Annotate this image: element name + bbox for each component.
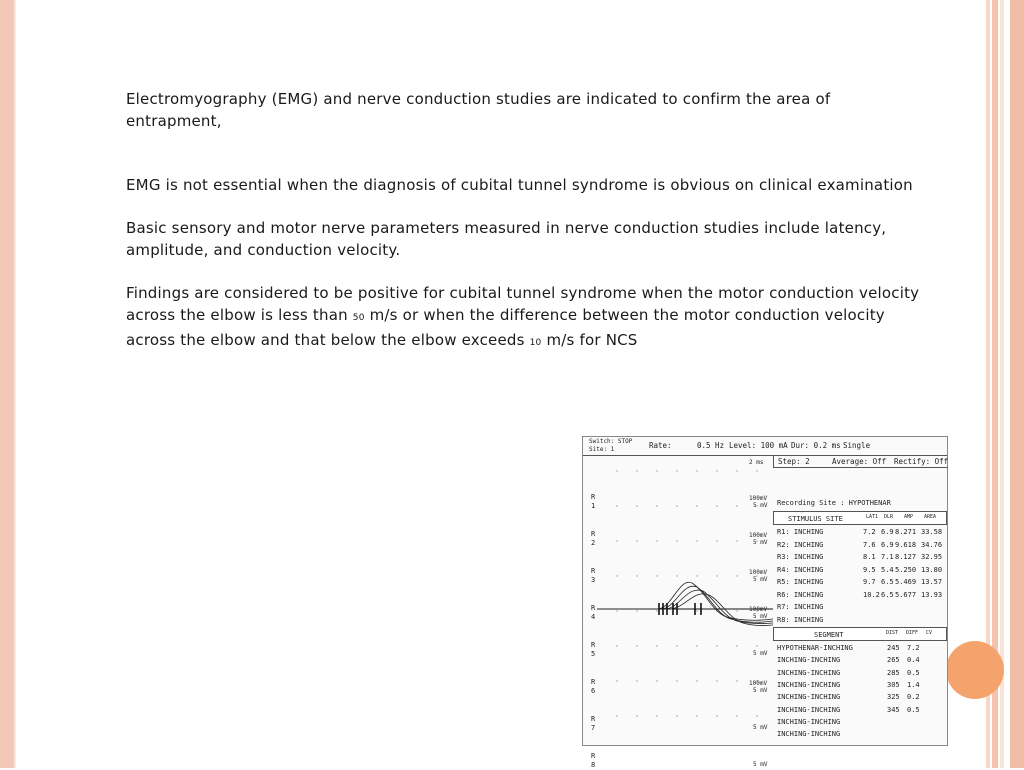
stim-site: R4: INCHING	[777, 565, 824, 574]
seg-difference: 0.5	[907, 705, 920, 714]
findings-text-a: Findings are considered to be positive for cubital tunnel syndrome when the motor conduction velocity across the elbow is less than	[126, 284, 920, 324]
paragraph-nerve-parameters: Basic sensory and motor nerve parameters measured in nerve conduction studies include latency, amplitude, and conduction velocity.	[126, 219, 887, 259]
seg-distance: 325	[887, 693, 900, 702]
trace-unit-label: 5 mV	[753, 576, 768, 583]
ncs-time-division: 2 ms	[749, 459, 764, 466]
ncs-rectify: Rectify: Off	[894, 457, 949, 466]
trace-channel-r: R	[591, 715, 596, 723]
ncs-level: Level: 100 mA	[729, 441, 788, 450]
stim-site: R3: INCHING	[777, 553, 824, 561]
stim-latency: 9.7	[863, 578, 876, 586]
stim-table-header	[773, 511, 947, 525]
stim-table-row	[773, 565, 947, 577]
trace-channel-r: R	[591, 604, 596, 612]
seg-name: INCHING-INCHING	[777, 705, 841, 714]
trace-channel-label	[591, 678, 595, 696]
seg-table-row	[773, 655, 947, 667]
stim-duration: 6.5	[881, 578, 894, 586]
trace-channel-label	[591, 715, 595, 733]
trace-unit-label: 5 mV	[753, 502, 768, 509]
stim-area: 13.93	[921, 590, 943, 599]
trace-channel-number: 1	[591, 502, 596, 510]
seg-distance: 285	[887, 668, 900, 677]
ncs-mode: Single	[843, 441, 871, 450]
trace-scale-label: 100mV	[749, 495, 768, 502]
seg-table-row	[773, 680, 947, 692]
stim-header-amp: AMP	[904, 514, 914, 520]
stim-site: R5: INCHING	[777, 578, 824, 586]
stim-table-row	[773, 615, 947, 627]
ncs-switch: Switch: STOP	[589, 438, 633, 445]
stim-site: R1: INCHING	[777, 528, 824, 536]
trace-channel-number: 8	[591, 761, 596, 769]
paragraph-emg-indication: Electromyography (EMG) and nerve conduction studies are indicated to confirm the area of entrapment,	[126, 90, 831, 130]
stim-latency: 9.5	[863, 565, 876, 574]
stim-header-lat: LAT1	[866, 514, 879, 520]
ncs-study-figure	[582, 436, 949, 769]
stim-area: 33.58	[921, 528, 943, 536]
stim-duration: 7.1	[881, 553, 894, 561]
trace-channel-label	[591, 752, 595, 770]
recording-site: Recording Site : HYPOTHENAR	[777, 499, 891, 507]
slide-border-left	[0, 0, 14, 768]
trace-channel-number: 3	[591, 576, 596, 584]
trace-scale-label: 100mV	[749, 606, 768, 613]
trace-waveform-2	[597, 586, 773, 622]
stim-latency: 8.1	[863, 553, 876, 561]
trace-channel-r: R	[591, 752, 596, 760]
stim-area: 32.95	[921, 553, 943, 561]
stim-table-row	[773, 590, 947, 602]
seg-distance: 305	[887, 680, 900, 689]
stim-amplitude: 5.677	[895, 590, 917, 599]
trace-channel-r: R	[591, 567, 596, 575]
trace-channel-number: 2	[591, 539, 596, 547]
stim-header-dur: DLR	[884, 514, 894, 520]
seg-name: INCHING-INCHING	[777, 656, 841, 665]
seg-distance: 345	[887, 705, 900, 714]
accent-circle	[946, 641, 1004, 699]
seg-header-segment: SEGMENT	[814, 631, 844, 639]
slide-border-left-inner	[14, 0, 16, 768]
slide-border-right-stripe-3	[1000, 0, 1004, 768]
seg-name: INCHING-INCHING	[777, 693, 841, 702]
seg-table-row	[773, 668, 947, 680]
seg-table-row	[773, 717, 947, 729]
trace-unit-label: 5 mV	[753, 539, 768, 546]
stim-site: R6: INCHING	[777, 590, 824, 599]
velocity-threshold: 50	[352, 313, 365, 323]
stim-latency: 7.2	[863, 528, 876, 536]
seg-table-row	[773, 705, 947, 717]
stim-area: 13.80	[921, 565, 943, 574]
trace-scale-label: 100mV	[749, 569, 768, 576]
seg-difference: 0.2	[907, 693, 920, 702]
stim-amplitude: 5.250	[895, 565, 917, 574]
seg-name: INCHING-INCHING	[777, 730, 841, 739]
stim-table-row	[773, 577, 947, 589]
trace-scale-label: 100mV	[749, 532, 768, 539]
stim-duration: 5.4	[881, 565, 894, 574]
stim-site: R2: INCHING	[777, 540, 824, 549]
trace-channel-number: 7	[591, 724, 596, 732]
seg-table-header	[773, 627, 947, 641]
seg-name: INCHING-INCHING	[777, 668, 841, 677]
seg-difference: 1.4	[907, 680, 920, 689]
stim-amplitude: 8.127	[895, 553, 917, 561]
stim-table-row	[773, 552, 947, 564]
seg-difference: 0.5	[907, 668, 920, 677]
stim-latency: 7.6	[863, 540, 876, 549]
stim-latency: 10.2	[863, 590, 880, 599]
stim-header-area: AREA	[924, 514, 937, 520]
trace-channel-r: R	[591, 530, 596, 538]
ncs-rate-value: 0.5 Hz	[697, 441, 725, 450]
seg-header-dist: DIST	[886, 630, 899, 636]
trace-waveform-3	[597, 590, 773, 624]
stim-duration: 6.9	[881, 540, 894, 549]
seg-difference: 7.2	[907, 644, 920, 652]
paragraph-positive-findings	[126, 282, 926, 354]
seg-distance: 245	[887, 644, 900, 652]
trace-channel-number: 6	[591, 687, 596, 695]
trace-channel-r: R	[591, 641, 596, 649]
ncs-site: Site: 1	[589, 446, 615, 453]
seg-distance: 265	[887, 656, 900, 665]
trace-scale-label: 100mV	[749, 680, 768, 687]
trace-channel-number: 4	[591, 613, 596, 621]
trace-channel-label	[591, 530, 595, 548]
trace-channel-label	[591, 604, 595, 622]
findings-text-e: m/s for NCS	[541, 331, 638, 349]
trace-channel-r: R	[591, 678, 596, 686]
trace-channel-label	[591, 567, 595, 585]
ncs-trace-plot	[597, 461, 773, 745]
velocity-difference: 10	[529, 338, 542, 348]
ncs-settings-bar	[773, 455, 948, 468]
stim-site: R7: INCHING	[777, 603, 824, 611]
trace-channel-label	[591, 493, 595, 511]
stim-site: R8: INCHING	[777, 615, 824, 624]
trace-channel-number: 5	[591, 650, 596, 658]
trace-waveform-4	[597, 594, 773, 626]
stim-area: 13.57	[921, 578, 943, 586]
stim-amplitude: 5.469	[895, 578, 917, 586]
trace-unit-label: 5 mV	[753, 761, 768, 768]
slide-border-right-stripe-4	[1010, 0, 1024, 768]
stim-table-row	[773, 527, 947, 539]
ncs-step: Step: 2	[778, 457, 810, 466]
seg-name: INCHING-INCHING	[777, 717, 841, 726]
trace-channel-r: R	[591, 493, 596, 501]
trace-unit-label: 5 mV	[753, 613, 768, 620]
seg-table-row	[773, 643, 947, 655]
paragraph-emg-not-essential: EMG is not essential when the diagnosis of cubital tunnel syndrome is obvious on clinical examination	[126, 176, 913, 194]
ncs-average: Average: Off	[832, 457, 887, 466]
ncs-duration: Dur: 0.2 ms	[791, 441, 841, 450]
slide-body-text	[126, 88, 926, 354]
seg-header-diff: DIFF	[906, 630, 919, 636]
ncs-rate-label: Rate:	[649, 441, 672, 450]
stim-table-row	[773, 602, 947, 614]
trace-unit-label: 5 mV	[753, 687, 768, 694]
ncs-header-bar	[583, 437, 947, 456]
stim-duration: 6.5	[881, 590, 894, 599]
trace-unit-label: 5 mV	[753, 724, 768, 731]
stim-amplitude: 9.618	[895, 540, 917, 549]
trace-grid-dots	[616, 470, 757, 716]
trace-waveform-1	[597, 582, 773, 620]
trace-unit-label: 5 mV	[753, 650, 768, 657]
stim-amplitude: 8.271	[895, 528, 917, 536]
seg-difference: 0.4	[907, 656, 920, 665]
stim-header-site: STIMULUS SITE	[788, 515, 843, 523]
seg-table-row	[773, 692, 947, 704]
findings-text-c: m/s or when the difference between the motor conduction velocity across the elbow and that below the elbow exceeds	[126, 306, 885, 349]
seg-table-row	[773, 729, 947, 741]
seg-name: HYPOTHENAR-INCHING	[777, 644, 853, 652]
stim-table-row	[773, 540, 947, 552]
stim-area: 34.76	[921, 540, 943, 549]
stim-duration: 6.9	[881, 528, 894, 536]
seg-name: INCHING-INCHING	[777, 680, 841, 689]
seg-header-cv: CV	[926, 630, 933, 636]
trace-channel-label	[591, 641, 595, 659]
